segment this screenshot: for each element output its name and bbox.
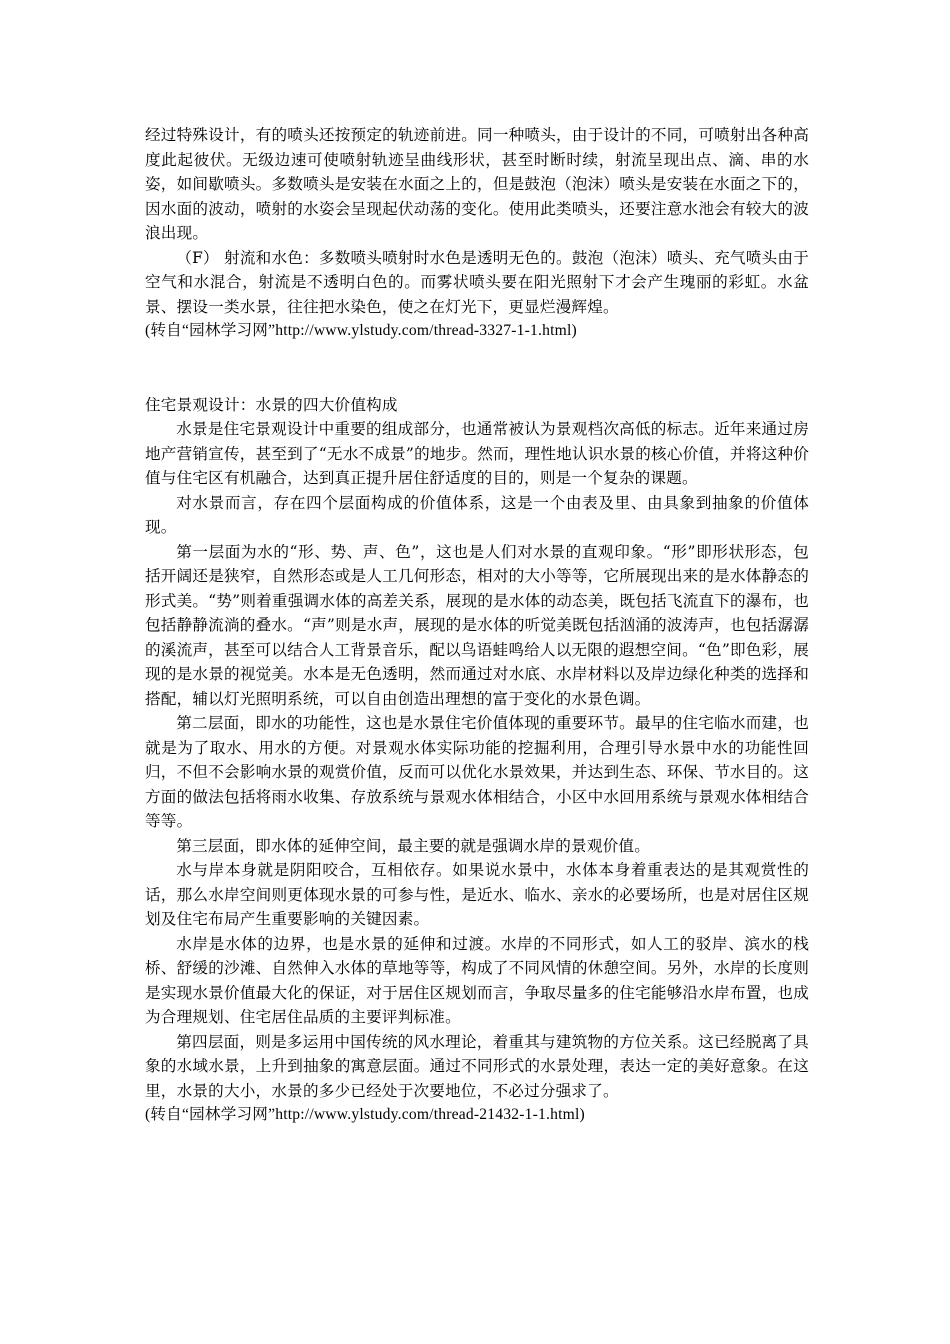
- paragraph-f: （F） 射流和水色：多数喷头喷射时水色是透明无色的。鼓泡（泡沫）喷头、充气喷头由于空气和水混合，射流是不透明白色的。而雾状喷头要在阳光照射下才会产生瑰丽的彩虹。水盆景、摆设一类水景，往往把水染色，使之在灯光下，更显烂漫辉煌。: [145, 248, 809, 316]
- source-citation-1: (转自“园林学习网”http://www.ylstudy.com/thread-3327-1-1.html): [145, 322, 577, 339]
- paragraph: 第一层面为水的“形、势、声、色”，这也是人们对水景的直观印象。“形”即形状形态，包括开阔还是狭窄，自然形态或是人工几何形态，相对的大小等等，它所展现出来的是水体静态的形式美。“势”则着重强调水体的高差关系，展现的是水体的动态美，既包括飞流直下的瀑布，也包括静静流淌的叠水。“声”则是水声，展现的是水体的听觉美既包括汹涌的波涛声，也包括潺潺的溪流声，甚至可以结合人工背景音乐，配以鸟语蛙鸣给人以无限的遐想空间。“色”即色彩，展现的是水景的视觉美。水本是无色透明，然而通过对水底、水岸材料以及岸边绿化种类的选择和搭配，辅以灯光照明系统，可以自由创造出理想的富于变化的水景色调。: [145, 542, 809, 708]
- paragraph: 对水景而言，存在四个层面构成的价值体系，这是一个由表及里、由具象到抽象的价值体现。: [145, 493, 809, 536]
- document-page: [145, 123, 809, 1128]
- paragraph: 水与岸本身就是阴阳咬合，互相依存。如果说水景中，水体本身着重表达的是其观赏性的话，那么水岸空间则更体现水景的可参与性，是近水、临水、亲水的必要场所，也是对居住区规划及住宅布局产生重要影响的关键因素。: [145, 861, 809, 928]
- paragraph: 水景是住宅景观设计中重要的组成部分，也通常被认为景观档次高低的标志。近年来通过房地产营销宣传，甚至到了“无水不成景”的地步。然而，理性地认识水景的核心价值，并将这种价值与住宅区有机融合，达到真正提升居住舒适度的目的，则是一个复杂的课题。: [145, 420, 809, 487]
- paragraph: 第二层面，即水的功能性，这也是水景住宅价值体现的重要环节。最早的住宅临水而建，也就是为了取水、用水的方便。对景观水体实际功能的挖掘利用，合理引导水景中水的功能性回归，不但不会影响水景的观赏价值，反而可以优化水景效果，并达到生态、环保、节水目的。这方面的做法包括将雨水收集、存放系统与景观水体相结合，小区中水回用系统与景观水体相结合等等。: [145, 714, 809, 830]
- paragraph: 第四层面，则是多运用中国传统的风水理论，着重其与建筑物的方位关系。这已经脱离了具象的水域水景，上升到抽象的寓意层面。通过不同形式的水景处理，表达一定的美好意象。在这里，水景的大小，水景的多少已经处于次要地位，不必过分强求了。: [145, 1032, 809, 1100]
- paragraph: 第三层面，即水体的延伸空间，最主要的就是强调水岸的景观价值。: [176, 836, 651, 855]
- section-title: 住宅景观设计：水景的四大价值构成: [145, 395, 398, 414]
- paragraph: 水岸是水体的边界，也是水景的延伸和过渡。水岸的不同形式，如人工的驳岸、滨水的栈桥、舒缓的沙滩、自然伸入水体的草地等等，构成了不同风情的休憩空间。另外，水岸的长度则是实现水景价值最大化的保证，对于居住区规划而言，争取尽量多的住宅能够沿水岸布置，也成为合理规划、住宅居住品质的主要评判标准。: [145, 934, 809, 1026]
- section-gap: [145, 344, 809, 393]
- paragraph-e-continued: 经过特殊设计，有的喷头还按预定的轨迹前进。同一种喷头，由于设计的不同，可喷射出各种高度此起彼伏。无级边速可使喷射轨迹呈曲线形状，甚至时断时续，射流呈现出点、滴、串的水姿，如间歇喷头。多数喷头是安装在水面之上的，但是鼓泡（泡沫）喷头是安装在水面之下的，因水面的波动，喷射的水姿会呈现起伏动荡的变化。使用此类喷头，还要注意水池会有较大的波浪出现。: [145, 126, 809, 242]
- source-citation-2: (转自“园林学习网”http://www.ylstudy.com/thread-21432-1-1.html): [145, 1106, 585, 1123]
